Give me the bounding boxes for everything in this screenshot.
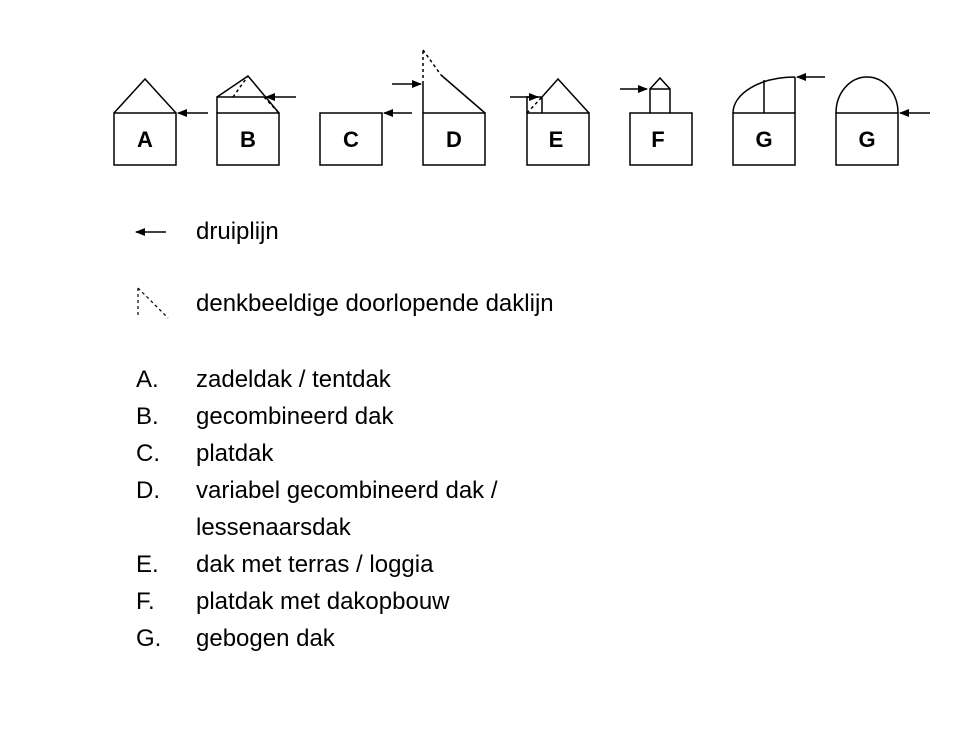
legend-drip-line-label: druiplijn bbox=[196, 218, 279, 245]
house-label-g-2: G bbox=[858, 127, 876, 152]
definition-letter: G. bbox=[136, 625, 162, 652]
definition-letter: F. bbox=[136, 588, 155, 615]
definition-text: gebogen dak bbox=[196, 625, 335, 652]
definition-letter: C. bbox=[136, 440, 160, 467]
house-d bbox=[392, 50, 485, 165]
house-g-quarter bbox=[733, 77, 825, 165]
definition-text: lessenaarsdak bbox=[196, 514, 351, 541]
house-label-a: A bbox=[137, 127, 153, 152]
legend-dashed-roofline-icon bbox=[138, 288, 168, 318]
house-label-c: C bbox=[343, 127, 359, 152]
definition-item bbox=[136, 625, 335, 653]
definition-item bbox=[136, 588, 450, 616]
house-b bbox=[217, 76, 296, 165]
definition-item bbox=[136, 514, 351, 542]
definition-text: dak met terras / loggia bbox=[196, 551, 434, 578]
legend-dashed-line-label: denkbeeldige doorlopende daklijn bbox=[196, 290, 554, 317]
house-label-e: E bbox=[548, 127, 564, 152]
definition-letter: B. bbox=[136, 403, 159, 430]
definition-letter: D. bbox=[136, 477, 160, 504]
house-label-g-1: G bbox=[755, 127, 773, 152]
definition-text: platdak bbox=[196, 440, 274, 467]
definition-item bbox=[136, 366, 391, 394]
definition-text: platdak met dakopbouw bbox=[196, 588, 450, 615]
definition-text: zadeldak / tentdak bbox=[196, 366, 391, 393]
house-a bbox=[114, 79, 208, 165]
definition-letter: E. bbox=[136, 551, 159, 578]
definition-text: variabel gecombineerd dak / bbox=[196, 477, 498, 504]
definition-item bbox=[136, 440, 273, 468]
house-c bbox=[320, 113, 412, 165]
definition-item bbox=[136, 551, 433, 579]
definition-text: gecombineerd dak bbox=[196, 403, 394, 430]
house-label-f: F bbox=[651, 127, 665, 152]
house-g-dome bbox=[836, 77, 930, 165]
house-label-d: D bbox=[446, 127, 462, 152]
definition-item bbox=[136, 477, 498, 505]
house-label-b: B bbox=[240, 127, 256, 152]
definition-item bbox=[136, 403, 393, 431]
house-e bbox=[510, 79, 589, 165]
definition-letter: A. bbox=[136, 366, 159, 393]
